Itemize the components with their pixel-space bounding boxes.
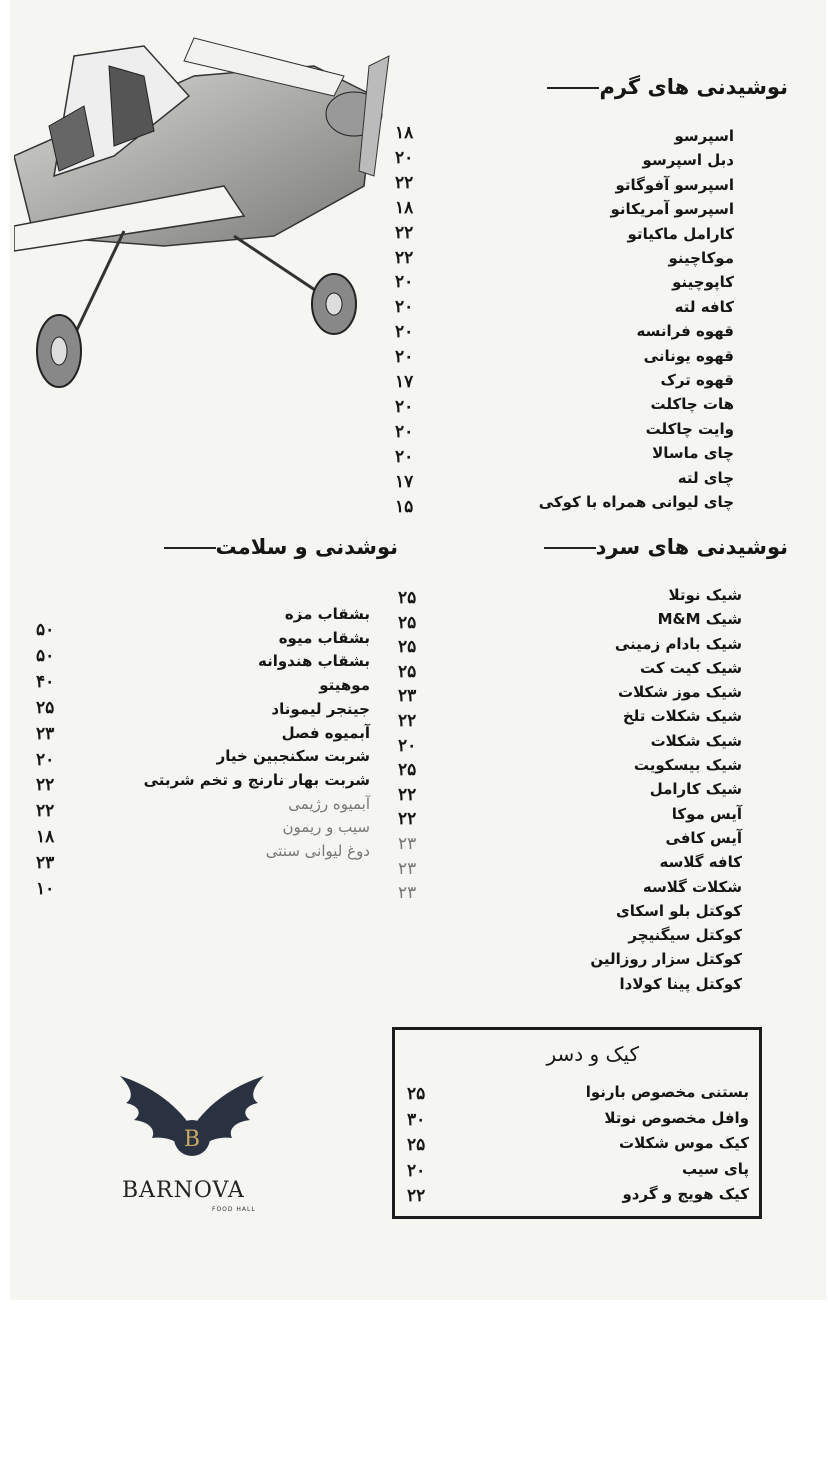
price: ۲۰ [395,396,414,417]
price: ۲۰ [395,421,414,442]
price: ۲۵ [398,612,417,633]
list-item: بستنی مخصوص بارنوا [585,1083,749,1101]
price: ۲۲ [398,784,417,805]
list-item: بشقاب هندوانه [257,652,370,671]
list-item: چای لته [677,468,734,487]
list-item: آیس کافی [665,828,742,847]
winged-logo-icon [112,1068,272,1178]
list-item: کیک هویج و گردو [622,1185,749,1203]
hot-drinks-prices [395,121,413,520]
list-item: کافه لته [674,297,734,316]
list-item: شیک شکلات تلخ [622,707,742,726]
health-drinks-prices [36,618,54,903]
list-item: کافه گلاسه [659,853,742,872]
brand-logo [112,1068,282,1213]
list-item: اسپرسو آمریکانو [610,200,734,219]
price: ۲۲ [398,710,417,731]
airplane-sketch-icon [14,36,404,396]
list-item: قهوه فرانسه [636,322,734,341]
price: ۴۰ [36,671,55,692]
list-item: شکلات گلاسه [642,877,742,896]
price: ۲۰ [395,347,414,368]
list-item: کارامل ماکیاتو [627,224,734,243]
price: ۲۰ [395,272,414,293]
list-item: کوکتل سزار روزالین [590,950,742,969]
price: ۲۰ [407,1160,426,1181]
price: ۲۵ [398,661,417,682]
price: ۲۰ [398,735,417,756]
list-item: وافل مخصوص نوتلا [604,1108,749,1127]
price: ۲۲ [395,172,414,193]
price: ۲۰ [395,147,414,168]
price: ۲۵ [398,760,417,781]
health-drinks-list [144,603,370,864]
price: ۲۲ [395,222,414,243]
price: ۲۳ [398,883,417,904]
price: ۵۰ [36,620,55,640]
cake-dessert-list [586,1080,749,1208]
price: ۲۰ [36,749,55,770]
list-item: بشقاب میوه [278,628,370,647]
title-rule [547,87,599,89]
list-item: دوغ لیوانی سنتی [265,842,370,861]
list-item: کوکتل بلو اسکای [616,901,742,920]
hot-drinks-title-text: نوشیدنی های گرم [599,75,788,99]
brand-name: BARNOVA [122,1178,245,1203]
list-item: اسپرسو آفوگاتو [615,175,734,194]
price: ۲۳ [36,723,55,744]
list-item: کوکتل سیگنیچر [628,926,742,945]
list-item: چای لیوانی همراه با کوکی [538,493,734,512]
list-item: شیک کارامل [649,780,742,799]
price: ۲۵ [407,1084,426,1104]
list-item: شیک موز شکلات [618,683,742,702]
list-item: موکاچینو [668,249,734,268]
price: ۱۵ [395,496,414,517]
price: ۳۰ [407,1109,426,1130]
price: ۲۲ [36,775,55,796]
title-rule [544,547,596,549]
price: ۲۲ [395,247,414,268]
list-item: جینجر لیموناد [271,699,370,718]
price: ۱۰ [36,879,55,900]
health-drinks-title-text: نوشدنی و سلامت [215,535,398,559]
hot-drinks-title [537,75,788,99]
list-item: شیک شکلات [650,731,742,750]
list-item: شیک M&M [657,610,742,629]
cake-dessert-box [392,1027,762,1219]
price: ۲۳ [398,833,417,854]
price: ۱۸ [395,123,414,143]
cold-drinks-list [590,583,742,996]
cold-drinks-title [534,535,788,559]
list-item: بشقاب مزه [284,605,370,623]
logo-monogram: B [183,1127,201,1152]
cold-drinks-title-text: نوشیدنی های سرد [595,535,788,559]
list-item: پای سیب [682,1159,749,1178]
list-item: شربت بهار نارنج و تخم شربتی [143,770,370,789]
list-item: اسپرسو [674,127,734,145]
price: ۲۵ [407,1135,426,1155]
price: ۲۳ [36,853,55,874]
price: ۵۰ [36,645,55,666]
list-item: وایت چاکلت [645,419,734,438]
price: ۲۰ [395,322,414,343]
list-item: سیب و ریمون [282,818,370,837]
price: ۲۲ [398,809,417,830]
list-item: آیس موکا [671,804,742,823]
price: ۱۷ [395,471,414,492]
price: ۱۸ [36,827,55,848]
price: ۱۸ [395,197,414,218]
cake-dessert-prices [407,1082,425,1210]
list-item: شیک بیسکویت [633,756,742,775]
cake-dessert-title: کیک و دسر [546,1042,639,1066]
list-item: آبمیوه رژیمی [288,794,370,813]
price: ۲۲ [407,1186,426,1206]
list-item: شیک بادام زمینی [614,634,742,653]
cold-drinks-prices [398,586,416,906]
brand-tagline: FOOD HALL [212,1206,256,1213]
list-item: شربت سکنجبین خیار [216,747,370,766]
list-item: شیک کیت کت [639,658,742,677]
price: ۲۰ [395,297,414,318]
hot-drinks-list [539,124,734,515]
price: ۲۵ [398,588,417,608]
health-drinks-title [154,535,398,559]
price: ۲۰ [395,446,414,467]
price: ۲۳ [398,686,417,707]
price: ۱۷ [395,372,414,393]
title-rule [164,547,216,549]
list-item: موهیتو [319,676,370,695]
list-item: قهوه ترک [660,371,734,390]
list-item: کاپوچینو [672,273,734,292]
price: ۲۵ [398,637,417,658]
list-item: قهوه یونانی [643,346,734,365]
price: ۲۳ [398,858,417,879]
price: ۲۵ [36,697,55,718]
list-item: شیک نوتلا [668,586,742,604]
list-item: چای ماسالا [652,444,734,463]
list-item: کیک موس شکلات [619,1134,749,1152]
list-item: دبل اسپرسو [642,151,734,170]
list-item: کوکتل پینا کولادا [619,974,742,993]
list-item: آبمیوه فصل [281,723,370,742]
list-item: هات چاکلت [650,395,734,414]
price: ۲۲ [36,801,55,822]
